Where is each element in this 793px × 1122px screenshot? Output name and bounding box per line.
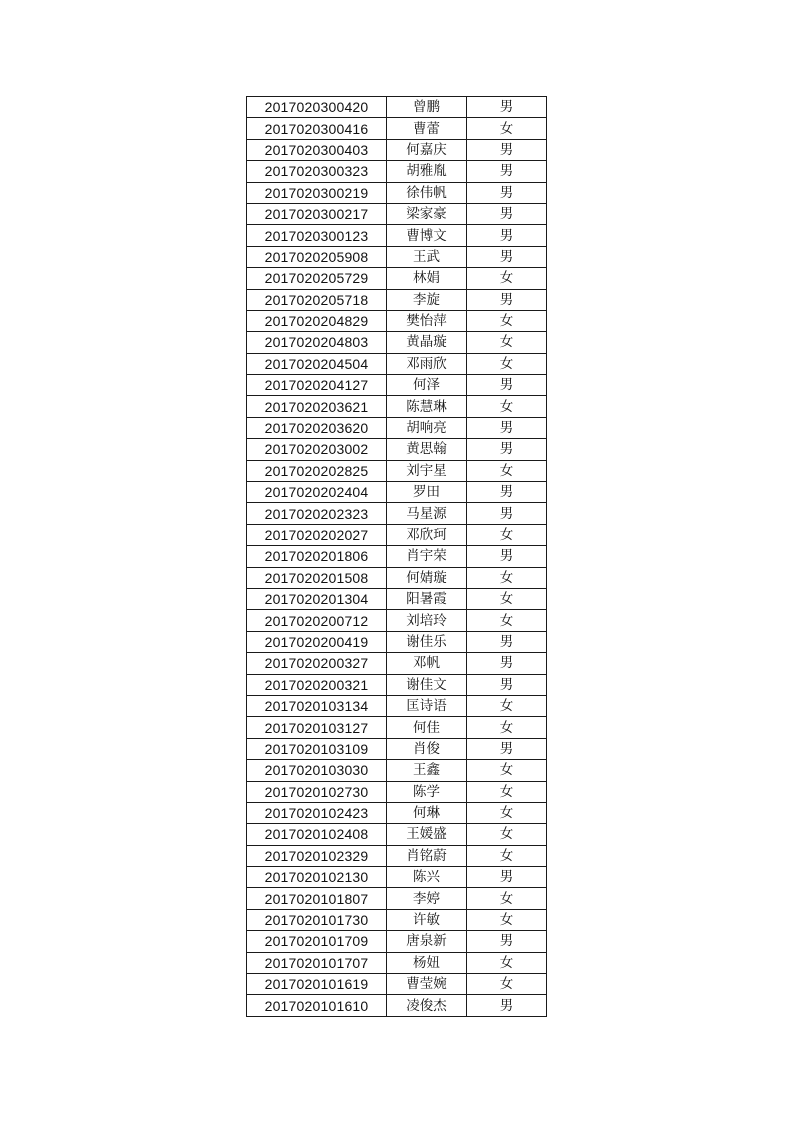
student-gender-cell: 女 xyxy=(467,524,547,545)
table-row xyxy=(247,567,547,588)
student-id-cell: 2017020103127 xyxy=(247,717,387,738)
student-id-cell: 2017020205908 xyxy=(247,246,387,267)
student-id-cell: 2017020102130 xyxy=(247,867,387,888)
student-id-cell: 2017020300416 xyxy=(247,118,387,139)
student-id-cell: 2017020202404 xyxy=(247,482,387,503)
student-id-cell: 2017020205718 xyxy=(247,289,387,310)
student-gender-cell: 女 xyxy=(467,118,547,139)
student-name-cell: 阳暑霞 xyxy=(387,588,467,609)
student-id-cell: 2017020201806 xyxy=(247,546,387,567)
student-name-cell: 何婧璇 xyxy=(387,567,467,588)
student-id-cell: 2017020102423 xyxy=(247,802,387,823)
table-row xyxy=(247,503,547,524)
table-row xyxy=(247,310,547,331)
student-id-cell: 2017020300323 xyxy=(247,161,387,182)
student-gender-cell: 男 xyxy=(467,417,547,438)
student-id-cell: 2017020300217 xyxy=(247,203,387,224)
table-row xyxy=(247,482,547,503)
student-name-cell: 陈学 xyxy=(387,781,467,802)
table-row xyxy=(247,824,547,845)
student-gender-cell: 女 xyxy=(467,567,547,588)
student-gender-cell: 女 xyxy=(467,353,547,374)
student-id-cell: 2017020101610 xyxy=(247,995,387,1016)
student-gender-cell: 男 xyxy=(467,674,547,695)
student-id-cell: 2017020102730 xyxy=(247,781,387,802)
student-gender-cell: 女 xyxy=(467,310,547,331)
student-gender-cell: 男 xyxy=(467,139,547,160)
table-row xyxy=(247,867,547,888)
student-gender-cell: 女 xyxy=(467,952,547,973)
student-id-cell: 2017020102329 xyxy=(247,845,387,866)
table-row xyxy=(247,695,547,716)
student-name-cell: 肖宇荣 xyxy=(387,546,467,567)
table-row xyxy=(247,760,547,781)
student-gender-cell: 男 xyxy=(467,203,547,224)
student-id-cell: 2017020300420 xyxy=(247,97,387,118)
student-name-cell: 许敏 xyxy=(387,909,467,930)
student-gender-cell: 女 xyxy=(467,781,547,802)
student-name-cell: 曹莹婉 xyxy=(387,974,467,995)
student-name-cell: 罗田 xyxy=(387,482,467,503)
table-row xyxy=(247,888,547,909)
student-id-cell: 2017020101807 xyxy=(247,888,387,909)
student-id-cell: 2017020200327 xyxy=(247,653,387,674)
student-name-cell: 邓帆 xyxy=(387,653,467,674)
student-gender-cell: 女 xyxy=(467,588,547,609)
student-gender-cell: 男 xyxy=(467,375,547,396)
student-name-cell: 樊怡萍 xyxy=(387,310,467,331)
student-id-cell: 2017020202323 xyxy=(247,503,387,524)
student-name-cell: 刘宇星 xyxy=(387,460,467,481)
student-gender-cell: 男 xyxy=(467,97,547,118)
student-id-cell: 2017020300403 xyxy=(247,139,387,160)
student-name-cell: 王武 xyxy=(387,246,467,267)
table-row xyxy=(247,674,547,695)
student-name-cell: 黄思翰 xyxy=(387,439,467,460)
student-name-cell: 陈慧琳 xyxy=(387,396,467,417)
student-name-cell: 林娟 xyxy=(387,268,467,289)
student-gender-cell: 男 xyxy=(467,289,547,310)
student-gender-cell: 女 xyxy=(467,268,547,289)
student-id-cell: 2017020202027 xyxy=(247,524,387,545)
student-id-cell: 2017020202825 xyxy=(247,460,387,481)
table-row xyxy=(247,139,547,160)
table-row xyxy=(247,417,547,438)
student-gender-cell: 女 xyxy=(467,332,547,353)
student-name-cell: 胡响亮 xyxy=(387,417,467,438)
table-row xyxy=(247,289,547,310)
table-row xyxy=(247,845,547,866)
student-id-cell: 2017020101619 xyxy=(247,974,387,995)
student-name-cell: 王媛盛 xyxy=(387,824,467,845)
student-name-cell: 邓雨欣 xyxy=(387,353,467,374)
student-id-cell: 2017020203002 xyxy=(247,439,387,460)
student-id-cell: 2017020203620 xyxy=(247,417,387,438)
table-row xyxy=(247,375,547,396)
student-gender-cell: 男 xyxy=(467,995,547,1016)
student-id-cell: 2017020201304 xyxy=(247,588,387,609)
student-name-cell: 曹博文 xyxy=(387,225,467,246)
student-gender-cell: 男 xyxy=(467,503,547,524)
student-name-cell: 曾鹏 xyxy=(387,97,467,118)
student-gender-cell: 女 xyxy=(467,396,547,417)
student-name-cell: 何佳 xyxy=(387,717,467,738)
table-row xyxy=(247,995,547,1016)
student-gender-cell: 男 xyxy=(467,246,547,267)
student-list-table xyxy=(246,96,547,1017)
student-id-cell: 2017020300123 xyxy=(247,225,387,246)
table-row xyxy=(247,332,547,353)
student-gender-cell: 女 xyxy=(467,460,547,481)
student-id-cell: 2017020300219 xyxy=(247,182,387,203)
student-name-cell: 凌俊杰 xyxy=(387,995,467,1016)
student-name-cell: 李婷 xyxy=(387,888,467,909)
table-row xyxy=(247,268,547,289)
student-id-cell: 2017020204504 xyxy=(247,353,387,374)
student-gender-cell: 女 xyxy=(467,760,547,781)
table-row xyxy=(247,246,547,267)
student-name-cell: 谢佳乐 xyxy=(387,631,467,652)
student-name-cell: 何嘉庆 xyxy=(387,139,467,160)
table-row xyxy=(247,631,547,652)
student-name-cell: 梁家豪 xyxy=(387,203,467,224)
table-row xyxy=(247,952,547,973)
student-gender-cell: 女 xyxy=(467,802,547,823)
student-name-cell: 何泽 xyxy=(387,375,467,396)
table-row xyxy=(247,203,547,224)
student-name-cell: 刘培玲 xyxy=(387,610,467,631)
table-body xyxy=(247,97,547,1017)
student-name-cell: 李旋 xyxy=(387,289,467,310)
student-id-cell: 2017020103030 xyxy=(247,760,387,781)
student-id-cell: 2017020205729 xyxy=(247,268,387,289)
table-row xyxy=(247,182,547,203)
student-id-cell: 2017020204803 xyxy=(247,332,387,353)
student-gender-cell: 男 xyxy=(467,631,547,652)
student-gender-cell: 女 xyxy=(467,610,547,631)
student-gender-cell: 男 xyxy=(467,738,547,759)
student-name-cell: 黄晶璇 xyxy=(387,332,467,353)
table-row xyxy=(247,524,547,545)
student-name-cell: 陈兴 xyxy=(387,867,467,888)
table-row xyxy=(247,738,547,759)
student-name-cell: 谢佳文 xyxy=(387,674,467,695)
table-row xyxy=(247,909,547,930)
table-row xyxy=(247,931,547,952)
student-gender-cell: 女 xyxy=(467,695,547,716)
table-row xyxy=(247,439,547,460)
student-id-cell: 2017020200419 xyxy=(247,631,387,652)
student-id-cell: 2017020103134 xyxy=(247,695,387,716)
student-name-cell: 肖俊 xyxy=(387,738,467,759)
student-id-cell: 2017020101709 xyxy=(247,931,387,952)
student-gender-cell: 男 xyxy=(467,931,547,952)
student-gender-cell: 女 xyxy=(467,824,547,845)
student-gender-cell: 男 xyxy=(467,867,547,888)
student-id-cell: 2017020203621 xyxy=(247,396,387,417)
student-id-cell: 2017020200712 xyxy=(247,610,387,631)
table-row xyxy=(247,460,547,481)
table-row xyxy=(247,610,547,631)
student-name-cell: 肖铭蔚 xyxy=(387,845,467,866)
table-row xyxy=(247,97,547,118)
table-row xyxy=(247,802,547,823)
student-name-cell: 胡雅胤 xyxy=(387,161,467,182)
student-gender-cell: 女 xyxy=(467,909,547,930)
student-gender-cell: 男 xyxy=(467,225,547,246)
student-name-cell: 王鑫 xyxy=(387,760,467,781)
table-row xyxy=(247,353,547,374)
student-gender-cell: 男 xyxy=(467,482,547,503)
student-gender-cell: 女 xyxy=(467,845,547,866)
student-id-cell: 2017020204127 xyxy=(247,375,387,396)
table-row xyxy=(247,161,547,182)
student-gender-cell: 男 xyxy=(467,546,547,567)
student-gender-cell: 男 xyxy=(467,161,547,182)
student-name-cell: 唐泉新 xyxy=(387,931,467,952)
student-id-cell: 2017020101707 xyxy=(247,952,387,973)
student-name-cell: 匡诗语 xyxy=(387,695,467,716)
table-row xyxy=(247,653,547,674)
student-id-cell: 2017020102408 xyxy=(247,824,387,845)
table-row xyxy=(247,546,547,567)
student-id-cell: 2017020101730 xyxy=(247,909,387,930)
table-row xyxy=(247,225,547,246)
student-id-cell: 2017020200321 xyxy=(247,674,387,695)
student-name-cell: 马星源 xyxy=(387,503,467,524)
student-name-cell: 邓欣珂 xyxy=(387,524,467,545)
student-gender-cell: 男 xyxy=(467,439,547,460)
student-gender-cell: 男 xyxy=(467,653,547,674)
table-row xyxy=(247,781,547,802)
student-id-cell: 2017020103109 xyxy=(247,738,387,759)
student-gender-cell: 男 xyxy=(467,182,547,203)
student-id-cell: 2017020204829 xyxy=(247,310,387,331)
student-name-cell: 曹蕾 xyxy=(387,118,467,139)
table-row xyxy=(247,588,547,609)
student-name-cell: 徐伟帆 xyxy=(387,182,467,203)
table-row xyxy=(247,717,547,738)
student-name-cell: 何琳 xyxy=(387,802,467,823)
table-row xyxy=(247,974,547,995)
student-name-cell: 杨妞 xyxy=(387,952,467,973)
student-gender-cell: 女 xyxy=(467,717,547,738)
student-gender-cell: 女 xyxy=(467,888,547,909)
table-row xyxy=(247,118,547,139)
student-gender-cell: 女 xyxy=(467,974,547,995)
student-id-cell: 2017020201508 xyxy=(247,567,387,588)
table-row xyxy=(247,396,547,417)
